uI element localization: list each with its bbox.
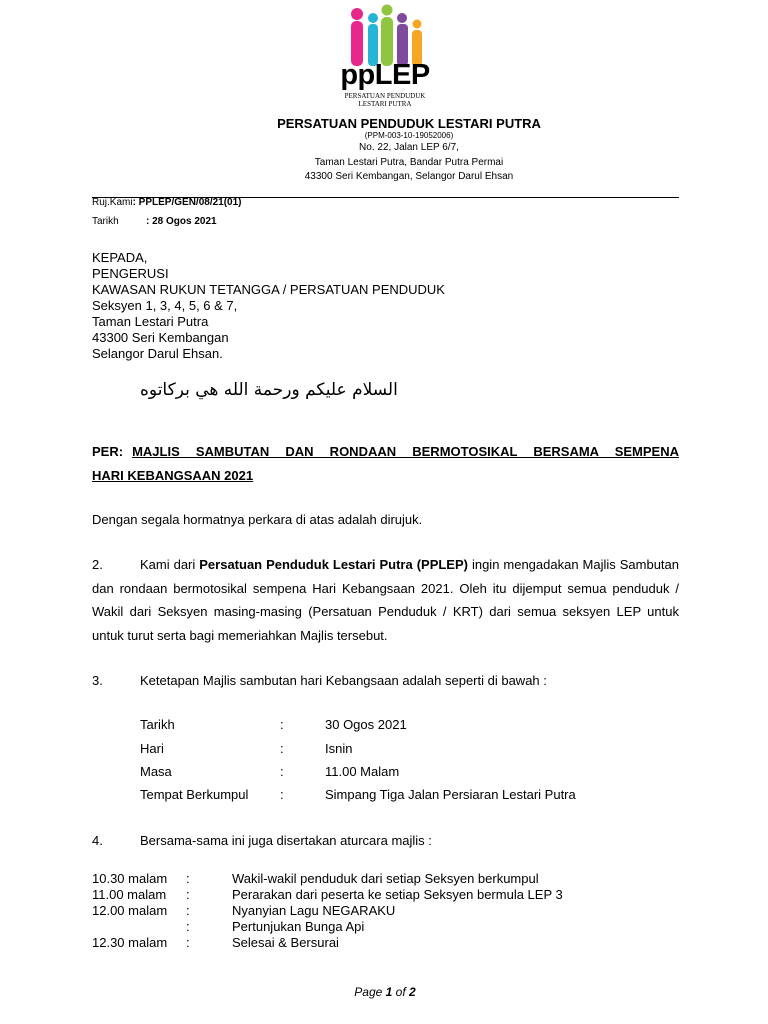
subject-prefix: PER: <box>92 444 124 459</box>
arabic-greeting: السلام عليكم ورحمة الله هي بركاتوه <box>140 380 398 400</box>
paragraph-2 <box>92 553 679 647</box>
detail-value: Simpang Tiga Jalan Persiaran Lestari Putra <box>325 787 576 802</box>
subject-line-2: HARI KEBANGSAAN 2021 <box>92 468 254 483</box>
subject-line-1: MAJLIS SAMBUTAN DAN RONDAAN BERMOTOSIKAL BERSAMA SEMPENA <box>132 444 679 459</box>
schedule-time: 10.30 malam <box>92 871 168 886</box>
paragraph-number: 3. <box>92 673 103 688</box>
schedule-item: Nyanyian Lagu NEGARAKU <box>232 903 396 918</box>
date-label: Tarikh <box>92 216 119 227</box>
detail-label: Hari <box>140 741 164 756</box>
paragraph-2-text-b: ingin mengadakan Majlis Sambutan dan rondaan bermotosikal sempena Hari Kebangsaan 2021. Oleh itu dijemput semua penduduk / Wakil dari Seksyen masing-masing (Persatuan Penduduk / KRT) dari semua seksyen LEP untuk untuk turut serta bagi memeriahkan Majlis tersebut. <box>92 557 679 643</box>
intro-paragraph: Dengan segala hormatnya perkara di atas adalah dirujuk. <box>92 512 423 527</box>
schedule-sep: : <box>186 903 190 918</box>
schedule-item: Selesai & Bersurai <box>232 935 339 950</box>
org-name: PERSATUAN PENDUDUK LESTARI PUTRA <box>277 116 541 131</box>
paragraph-4-text: Bersama-sama ini juga disertakan aturcara majlis : <box>140 833 432 848</box>
recipient-line: Taman Lestari Putra <box>92 314 209 329</box>
recipient-line: PENGERUSI <box>92 266 169 281</box>
recipient-line: 43300 Seri Kembangan <box>92 330 229 345</box>
logo-subtitle-2: LESTARI PUTRA <box>358 100 412 108</box>
organization-logo <box>333 4 437 110</box>
page-number: 1 <box>385 985 393 999</box>
recipient-line: Selangor Darul Ehsan. <box>92 346 223 361</box>
schedule-sep: : <box>186 871 190 886</box>
recipient-line: KAWASAN RUKUN TETANGGA / PERSATUAN PENDUDUK <box>92 282 445 297</box>
detail-label: Tarikh <box>140 717 175 732</box>
recipient-line: KEPADA, <box>92 250 148 265</box>
detail-value: Isnin <box>325 741 353 756</box>
detail-sep: : <box>280 717 284 732</box>
detail-value: 30 Ogos 2021 <box>325 717 407 732</box>
date-value: : 28 Ogos 2021 <box>146 216 217 227</box>
logo-people-graphic <box>347 4 427 66</box>
ref-label: Ruj.Kami <box>92 197 133 208</box>
detail-sep: : <box>280 764 284 779</box>
of-word: of <box>395 985 406 999</box>
detail-sep: : <box>280 787 284 802</box>
date-line <box>92 216 217 227</box>
detail-sep: : <box>280 741 284 756</box>
paragraph-2-text-a: Kami dari <box>140 557 200 572</box>
page-footer <box>0 985 768 999</box>
paragraph-3-text: Ketetapan Majlis sambutan hari Kebangsaan adalah seperti di bawah : <box>140 673 547 688</box>
logo-wordmark: ppLEP <box>340 59 430 91</box>
logo-subtitle-1: PERSATUAN PENDUDUK <box>344 92 426 100</box>
paragraph-3 <box>92 669 679 693</box>
schedule-sep: : <box>186 919 190 934</box>
org-name-bold: Persatuan Penduduk Lestari Putra (PPLEP) <box>199 557 468 572</box>
paragraph-number: 2. <box>92 557 103 572</box>
page-total: 2 <box>409 985 416 999</box>
org-address-1: No. 22, Jalan LEP 6/7, <box>359 142 459 153</box>
paragraph-4 <box>92 829 679 853</box>
schedule-time: 11.00 malam <box>92 887 167 902</box>
detail-value: 11.00 Malam <box>325 764 400 779</box>
schedule-item: Wakil-wakil penduduk dari setiap Seksyen berkumpul <box>232 871 539 886</box>
detail-label: Tempat Berkumpul <box>140 787 249 802</box>
detail-label: Masa <box>140 764 172 779</box>
subject-heading <box>92 440 679 488</box>
org-address-2: Taman Lestari Putra, Bandar Putra Permai <box>314 157 504 168</box>
recipient-line: Seksyen 1, 3, 4, 5, 6 & 7, <box>92 298 238 313</box>
schedule-time: 12.30 malam <box>92 935 168 950</box>
recipient-block <box>92 250 445 362</box>
schedule-item: Perarakan dari peserta ke setiap Seksyen bermula LEP 3 <box>232 887 563 902</box>
org-reg-no: (PPM-003-10-19052006) <box>364 131 454 140</box>
schedule-sep: : <box>186 935 190 950</box>
ref-value: : PPLEP/GEN/08/21(01) <box>132 197 242 208</box>
page-word: Page <box>354 985 383 999</box>
paragraph-number: 4. <box>92 833 103 848</box>
schedule-sep: : <box>186 887 190 902</box>
org-address-3: 43300 Seri Kembangan, Selangor Darul Ehsan <box>304 171 514 182</box>
reference-line <box>92 197 242 208</box>
schedule-item: Pertunjukan Bunga Api <box>232 919 365 934</box>
schedule-time: 12.00 malam <box>92 903 168 918</box>
